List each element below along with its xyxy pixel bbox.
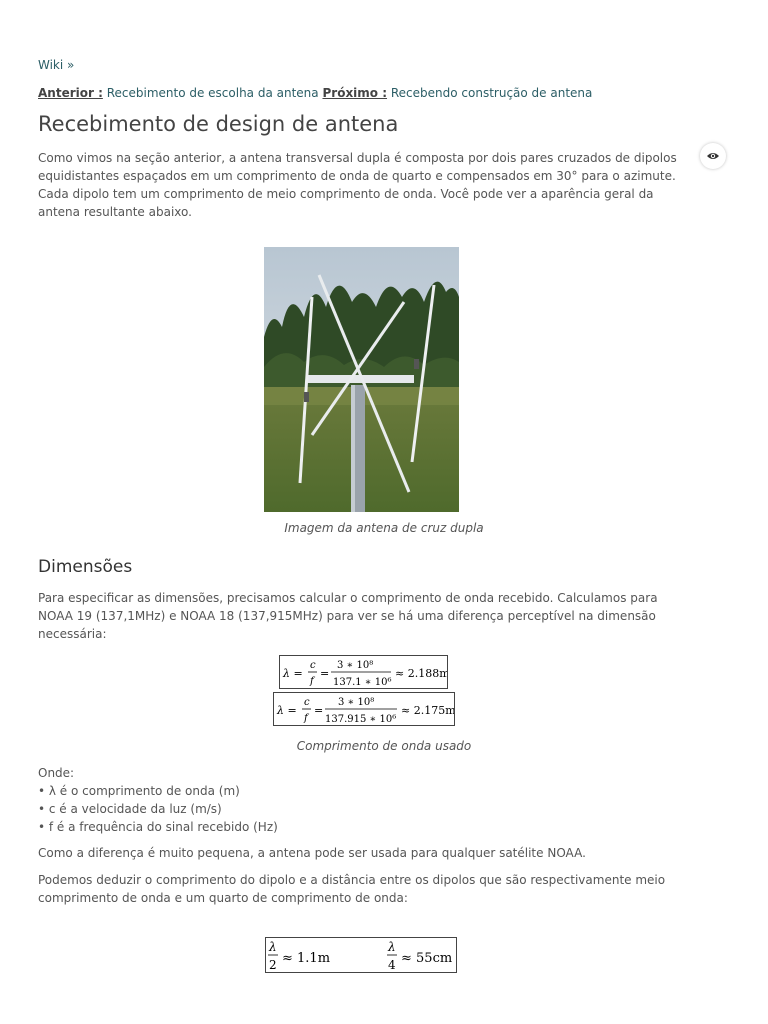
- formula-denominator: 137.915 ∗ 10⁶: [325, 714, 397, 725]
- formula-result: ≈ 2.188m: [395, 667, 447, 680]
- difference-note: Como a diferença é muito pequena, a antena pode ser usada para qualquer satélite NOAA.: [38, 846, 586, 860]
- where-list: [38, 764, 278, 836]
- eye-icon: [706, 151, 720, 161]
- formula-graphic: [280, 656, 447, 688]
- where-item: • c é a velocidade da luz (m/s): [38, 802, 222, 816]
- visibility-toggle-button[interactable]: [700, 143, 726, 169]
- quarter-result: ≈ 55cm: [401, 951, 453, 966]
- page-title: Recebimento de design de antena: [38, 112, 399, 136]
- where-item: • λ é o comprimento de onda (m): [38, 784, 240, 798]
- page-navigation: [38, 86, 592, 100]
- wavelength-formula-noaa18: [273, 692, 455, 726]
- dimensions-heading: Dimensões: [38, 557, 133, 577]
- wavelength-formula-noaa19: [279, 655, 448, 689]
- quarter-denominator: 4: [388, 958, 396, 972]
- where-title: Onde:: [38, 766, 75, 780]
- image-caption: Imagem da antena de cruz dupla: [284, 521, 484, 535]
- half-symbol: λ: [269, 940, 277, 954]
- half-denominator: 2: [269, 958, 277, 972]
- next-label: Próximo :: [322, 86, 388, 100]
- formula-graphic: [274, 693, 454, 725]
- dipole-dimensions-formula: [265, 937, 457, 973]
- quarter-symbol: λ: [388, 940, 396, 954]
- antenna-photo: [264, 247, 459, 512]
- formula-c: c: [310, 660, 316, 671]
- formula-c: c: [304, 697, 310, 708]
- formula-denominator: 137.1 ∗ 10⁶: [333, 677, 392, 688]
- formula-result: ≈ 2.175m: [401, 704, 454, 717]
- prev-page-link[interactable]: Recebimento de escolha da antena: [106, 86, 319, 100]
- prev-label: Anterior :: [38, 86, 103, 100]
- dimensions-intro: Para especificar as dimensões, precisamos calcular o comprimento de onda recebido. Calculamos para NOAA 19 (137,1MHz) e NOAA 18 (137,915MHz) para ver se há uma diferença perceptível na dimensão necessária:: [38, 591, 658, 641]
- intro-paragraph: Como vimos na seção anterior, a antena transversal dupla é composta por dois pares cruzados de dipolos equidistantes espaçados em um comprimento de onda de quarto e compensados em 30° para o azimute. Cada dipolo tem um comprimento de meio comprimento de onda. Você pode ver a aparência geral da antena resultante abaixo.: [38, 151, 677, 219]
- svg-text:=: =: [320, 667, 330, 680]
- breadcrumb-wiki-link[interactable]: Wiki »: [38, 58, 75, 72]
- formula-f: f: [310, 676, 314, 687]
- half-result: ≈ 1.1m: [282, 951, 331, 966]
- formula-f: f: [304, 713, 308, 724]
- formula-caption: Comprimento de onda usado: [296, 739, 472, 753]
- formula-numerator: 3 ∗ 10⁸: [338, 697, 375, 708]
- antenna-illustration: [264, 247, 459, 512]
- svg-text:=: =: [314, 704, 324, 717]
- formula-numerator: 3 ∗ 10⁸: [337, 660, 374, 671]
- where-item: • f é a frequência do sinal recebido (Hz): [38, 820, 278, 834]
- formula-lhs: λ =: [283, 667, 303, 680]
- formula-lhs: λ =: [277, 704, 297, 717]
- next-page-link[interactable]: Recebendo construção de antena: [390, 86, 593, 100]
- formula-graphic: [266, 938, 456, 972]
- deduce-paragraph: Podemos deduzir o comprimento do dipolo e a distância entre os dipolos que são respectivamente meio comprimento de onda e um quarto de comprimento de onda:: [38, 873, 666, 905]
